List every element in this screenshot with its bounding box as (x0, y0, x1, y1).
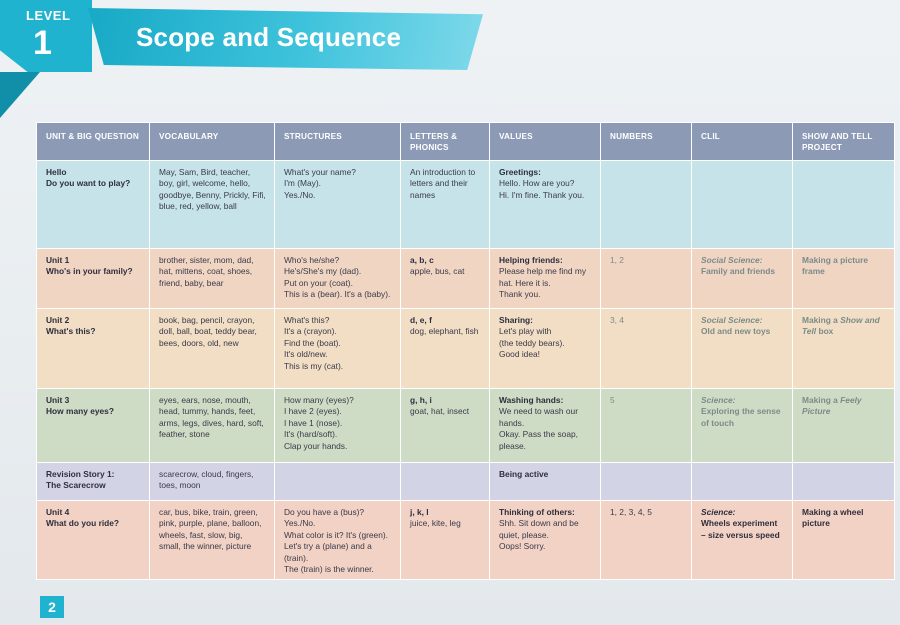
numbers-cell: 3, 4 (601, 309, 692, 389)
structure-line: He's/She's my (dad). (284, 266, 362, 277)
values-title: Washing hands: (499, 395, 564, 405)
values-cell (490, 161, 601, 249)
values-cell (490, 389, 601, 463)
numbers-cell: 1, 2, 3, 4, 5 (601, 501, 692, 580)
clil-cell (692, 161, 793, 249)
scope-table-wrapper (36, 122, 894, 580)
values-title: Thinking of others: (499, 507, 575, 517)
letters-title: a, b, c (410, 255, 434, 265)
letters-cell (401, 389, 490, 463)
values-title: Helping friends: (499, 255, 563, 265)
unit-name: Unit 2 (46, 315, 70, 325)
level-number: 1 (33, 24, 52, 62)
project-prefix: Making a (802, 395, 841, 405)
big-question: How many eyes? (46, 406, 114, 417)
table-row (37, 249, 895, 309)
structure-line: What's your name? (284, 167, 356, 177)
column-header: VOCABULARY (150, 123, 275, 161)
unit-cell (37, 249, 150, 309)
vocabulary-cell: book, bag, pencil, crayon, doll, ball, boat, teddy bear, bees, doors, old, new (150, 309, 275, 389)
clil-title: Science: (701, 507, 736, 517)
big-question: Who's in your family? (46, 266, 133, 277)
column-header: NUMBERS (601, 123, 692, 161)
structure-line: What's this? (284, 315, 330, 325)
table-row (37, 161, 895, 249)
values-line: (the teddy bears). (499, 337, 565, 348)
values-line: Oops! Sorry. (499, 541, 546, 552)
clil-topic: Exploring the sense of touch (701, 406, 781, 428)
column-header: CLIL (692, 123, 793, 161)
project-cell (793, 161, 895, 249)
structure-line: It's a (crayon). (284, 326, 337, 337)
table-row (37, 389, 895, 463)
structure-line: What color is it? It's (green). (284, 529, 388, 540)
column-header: VALUES (490, 123, 601, 161)
table-header-row (37, 123, 895, 161)
structure-line: The (train) is the winner. (284, 564, 374, 575)
values-cell (490, 309, 601, 389)
unit-cell (37, 389, 150, 463)
values-line: Hi. I'm fine. Thank you. (499, 189, 585, 200)
unit-cell (37, 309, 150, 389)
clil-title: Social Science: (701, 255, 763, 265)
values-title: Sharing: (499, 315, 533, 325)
letters-cell (401, 501, 490, 580)
structures-cell (275, 161, 401, 249)
big-question: What's this? (46, 326, 96, 337)
clil-cell (692, 389, 793, 463)
vocabulary-cell: May, Sam, Bird, teacher, boy, girl, welcome, hello, goodbye, Benny, Prickly, Fifi, blue, red, yellow, ball (150, 161, 275, 249)
numbers-cell: 5 (601, 389, 692, 463)
page-title: Scope and Sequence (136, 22, 402, 52)
column-header: STRUCTURES (275, 123, 401, 161)
clil-cell (692, 463, 793, 501)
letters-words: apple, bus, cat (410, 266, 465, 277)
project-cell (793, 389, 895, 463)
clil-cell (692, 501, 793, 580)
values-line: Hello. How are you? (499, 178, 575, 189)
project-italic: Feely Picture (802, 395, 862, 417)
values-cell (490, 501, 601, 580)
structure-line: Who's he/she? (284, 255, 340, 265)
vocabulary-cell: car, bus, bike, train, green, pink, purple, plane, balloon, wheels, fast, slow, big, small, the winner, picture (150, 501, 275, 580)
big-question: The Scarecrow (46, 480, 106, 491)
project-suffix: box (816, 326, 834, 337)
values-title: Greetings: (499, 167, 541, 177)
letters-title: d, e, f (410, 315, 432, 325)
clil-topic: Wheels experiment – size versus speed (701, 518, 780, 540)
structure-line: It's old/new. (284, 349, 328, 360)
clil-topic: Family and friends (701, 266, 775, 277)
table-row (37, 501, 895, 580)
letters-words: goat, hat, insect (410, 406, 470, 417)
structures-cell (275, 463, 401, 501)
numbers-cell: 1, 2 (601, 249, 692, 309)
unit-name: Unit 3 (46, 395, 70, 405)
unit-name: Unit 4 (46, 507, 70, 517)
structures-cell (275, 501, 401, 580)
values-line: Okay. Pass the soap, please. (499, 429, 578, 451)
unit-cell (37, 463, 150, 501)
unit-name: Unit 1 (46, 255, 70, 265)
big-question: What do you ride? (46, 518, 120, 529)
letters-title: g, h, i (410, 395, 432, 405)
structure-line: It's (hard/soft). (284, 429, 338, 440)
unit-name: Revision Story 1: (46, 469, 115, 479)
structure-line: I have 2 (eyes). (284, 406, 342, 417)
unit-cell (37, 161, 150, 249)
project-cell (793, 463, 895, 501)
structure-line: Find the (boat). (284, 337, 341, 348)
structure-line: Yes./No. (284, 518, 316, 529)
numbers-cell (601, 463, 692, 501)
structure-line: Clap your hands. (284, 440, 348, 451)
column-header: UNIT & BIG QUESTION (37, 123, 150, 161)
page-number: 2 (40, 596, 64, 618)
column-header: SHOW AND TELL PROJECT (793, 123, 895, 161)
project-cell (793, 309, 895, 389)
vocabulary-cell: scarecrow, cloud, fingers, toes, moon (150, 463, 275, 501)
letters-cell (401, 249, 490, 309)
project-cell: Making a wheel picture (793, 501, 895, 580)
table-row (37, 463, 895, 501)
letters-cell: An introduction to letters and their names (401, 161, 490, 249)
level-label: LEVEL (26, 8, 71, 23)
corner-fold (0, 72, 40, 118)
big-question: Do you want to play? (46, 178, 131, 189)
values-line: Good idea! (499, 349, 540, 360)
clil-topic: Old and new toys (701, 326, 771, 337)
numbers-cell (601, 161, 692, 249)
structure-line: This is my (cat). (284, 360, 344, 371)
scope-and-sequence-table (36, 122, 895, 580)
project-cell: Making a picture frame (793, 249, 895, 309)
clil-cell (692, 309, 793, 389)
values-line: Thank you. (499, 289, 541, 300)
clil-title: Science: (701, 395, 736, 405)
structure-line: Do you have a (bus)? (284, 507, 365, 517)
column-header: LETTERS & PHONICS (401, 123, 490, 161)
structures-cell (275, 309, 401, 389)
structure-line: How many (eyes)? (284, 395, 354, 405)
project-italic: Show and Tell (802, 315, 880, 337)
values-line: Please help me find my hat. Here it is. (499, 266, 587, 288)
structure-line: I have 1 (nose). (284, 417, 343, 428)
structure-line: Yes./No. (284, 189, 316, 200)
letters-cell (401, 463, 490, 501)
clil-title: Social Science: (701, 315, 763, 325)
structure-line: Let's try a (plane) and a (train). (284, 541, 372, 563)
values-cell (490, 249, 601, 309)
values-line: Shh. Sit down and be quiet, please. (499, 518, 579, 540)
letters-title: j, k, l (410, 507, 429, 517)
values-line: We need to wash our hands. (499, 406, 578, 428)
structure-line: Put on your (coat). (284, 277, 353, 288)
structures-cell (275, 249, 401, 309)
letters-words: dog, elephant, fish (410, 326, 479, 337)
values-cell: Being active (490, 463, 601, 501)
structure-line: I'm (May). (284, 178, 321, 189)
table-row (37, 309, 895, 389)
structure-line: This is a (bear). It's a (baby). (284, 289, 391, 300)
vocabulary-cell: eyes, ears, nose, mouth, head, tummy, hands, feet, arms, legs, dives, hard, soft, feather, stone (150, 389, 275, 463)
structures-cell (275, 389, 401, 463)
letters-cell (401, 309, 490, 389)
vocabulary-cell: brother, sister, mom, dad, hat, mittens, coat, shoes, friend, baby, bear (150, 249, 275, 309)
unit-cell (37, 501, 150, 580)
values-line: Let's play with (499, 326, 552, 337)
unit-name: Hello (46, 167, 67, 177)
letters-words: juice, kite, leg (410, 518, 461, 529)
project-prefix: Making a (802, 315, 841, 325)
clil-cell (692, 249, 793, 309)
